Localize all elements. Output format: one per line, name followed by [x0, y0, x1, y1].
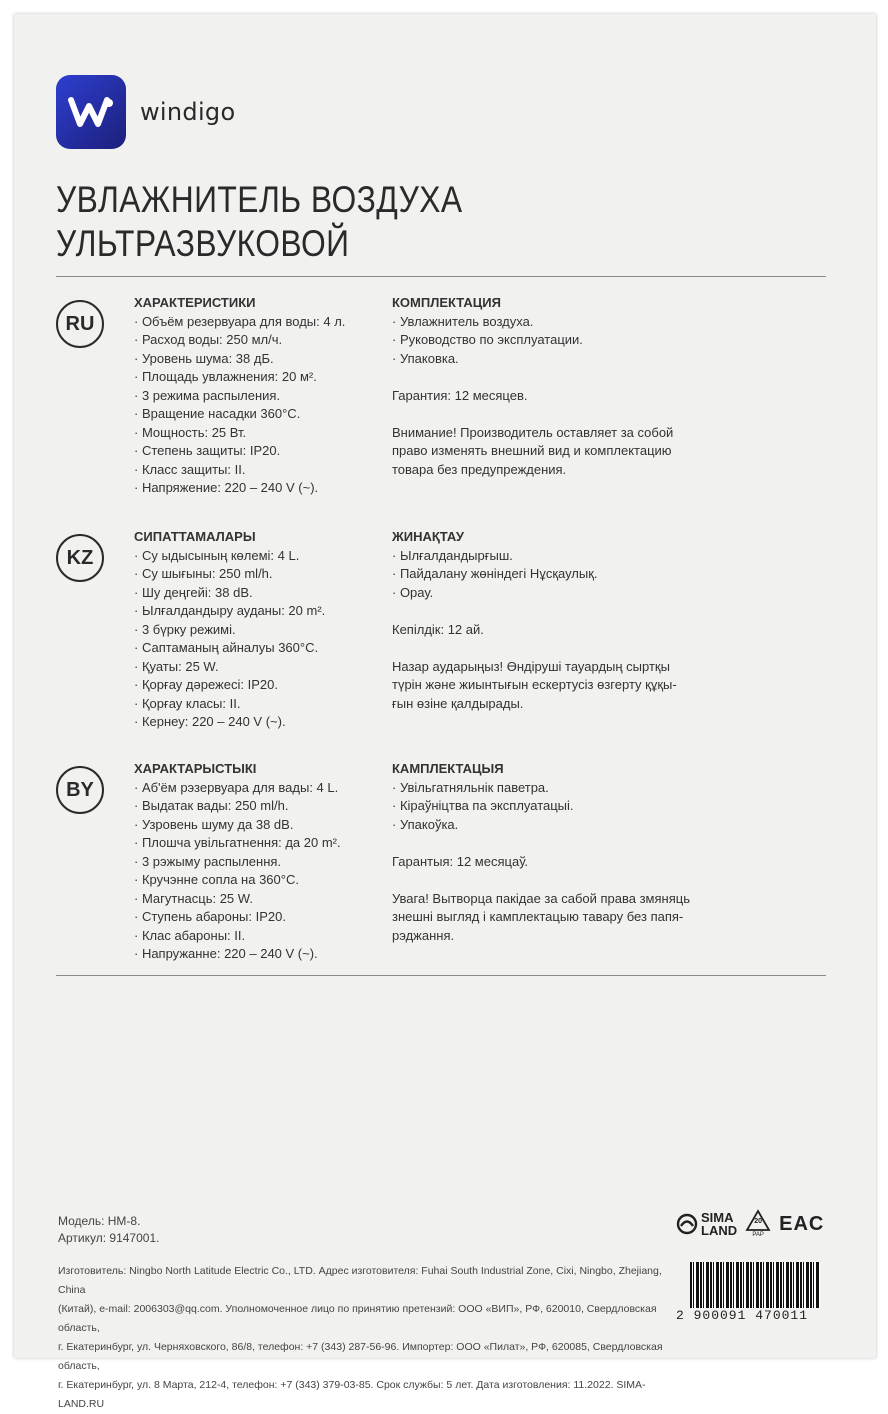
- spec-item: · Су ыдысының көлемі: 4 L.: [134, 547, 300, 563]
- spec-item: · Қорғау дәрежесі: IP20.: [134, 677, 278, 692]
- certification-marks: [676, 1209, 824, 1239]
- model-info: [58, 1213, 159, 1247]
- spec-item: · Площадь увлажнения: 20 м².: [134, 369, 317, 384]
- lang-badge-kz: KZ: [56, 534, 104, 582]
- kit-heading: ЖИНАҚТАУ: [392, 529, 464, 544]
- warranty-text: Кепілдік: 12 ай.: [392, 621, 484, 637]
- kit-heading: КАМПЛЕКТАЦЫЯ: [392, 761, 504, 776]
- notice-line: знешні выгляд і камплектацыю тавару без папя-: [392, 909, 684, 924]
- sima-land-icon: [676, 1213, 698, 1235]
- lang-badge-ru: RU: [56, 300, 104, 348]
- legal-info: [58, 1262, 673, 1414]
- spec-item: · Вращение насадки 360°С.: [134, 406, 301, 421]
- spec-item: · Ылғалдандыру ауданы: 20 m².: [134, 603, 326, 618]
- kit-item: · Увільгатняльнік паветра.: [392, 779, 549, 795]
- specs-heading: ХАРАКТАРЫСТЫКІ: [134, 761, 257, 776]
- title-line-1: УВЛАЖНИТЕЛЬ ВОЗДУХА: [56, 179, 463, 220]
- sima-land-logo: [676, 1211, 737, 1237]
- spec-item: · 3 бүрку режимі.: [134, 621, 236, 637]
- spec-item: · Плошча увільгатнення: да 20 m².: [134, 835, 341, 850]
- barcode-number: 2 900091 470011: [676, 1308, 826, 1323]
- spacer: [392, 602, 677, 621]
- legal-line: г. Екатеринбург, ул. Черняховского, 86/8, телефон: +7 (343) 287-56-96. Импортер: ООО «Пилат», РФ, 620085, Свердловская область,: [58, 1341, 663, 1372]
- spec-item: · Қорғау класы: II.: [134, 695, 241, 711]
- spec-item: · Степень защиты: IP20.: [134, 443, 281, 458]
- warranty-text: Гарантыя: 12 месяцаў.: [392, 853, 529, 869]
- recycle-number: 20: [754, 1218, 762, 1225]
- spacer: [392, 834, 690, 853]
- spec-item: · Объём резервуара для воды: 4 л.: [134, 313, 346, 329]
- kit-item: · Увлажнитель воздуха.: [392, 313, 534, 329]
- notice-line: рэджання.: [392, 927, 455, 943]
- recycle-code: PAP: [752, 1232, 764, 1238]
- spec-item: · Мощность: 25 Вт.: [134, 424, 247, 440]
- specs-column-kz: [134, 528, 325, 732]
- kit-item: · Упаковка.: [392, 350, 459, 366]
- spacer: [392, 639, 677, 658]
- specs-column-ru: [134, 294, 345, 498]
- kit-column-kz: [392, 528, 677, 713]
- brand: [56, 75, 235, 149]
- top-divider: [56, 276, 826, 277]
- kit-item: · Кіраўніцтва па эксплуатацыі.: [392, 798, 574, 813]
- land-text: LAND: [701, 1223, 738, 1238]
- spec-item: · 3 режима распыления.: [134, 387, 281, 403]
- notice-line: Увага! Вытворца пакідае за сабой права змяняць: [392, 890, 690, 906]
- spec-item: · Уровень шума: 38 дБ.: [134, 350, 274, 366]
- legal-line: Изготовитель: Ningbo North Latitude Electric Co., LTD. Адрес изготовителя: Fuhai South Industrial Zone, Cixi, Ningbo, Zhejiang, China: [58, 1265, 662, 1296]
- spacer: [392, 405, 673, 424]
- title-line-2: УЛЬТРАЗВУКОВОЙ: [56, 223, 350, 264]
- brand-name: windigo: [140, 98, 236, 126]
- spacer: [392, 368, 673, 387]
- notice-line: Внимание! Производитель оставляет за собой: [392, 424, 674, 440]
- spec-item: · Саптаманың айналуы 360°С.: [134, 640, 319, 655]
- notice-line: Назар аударыңыз! Өндіруші тауардың сыртқы: [392, 658, 670, 674]
- spec-item: · Шу деңгейі: 38 dB.: [134, 584, 253, 600]
- spec-item: · Аб'ём рэзервуара для вады: 4 L.: [134, 779, 339, 795]
- warranty-text: Гарантия: 12 месяцев.: [392, 387, 528, 403]
- notice-line: товара без предупреждения.: [392, 461, 567, 477]
- article-label: Артикул: 9147001.: [58, 1231, 160, 1245]
- specs-heading: ХАРАКТЕРИСТИКИ: [134, 295, 256, 310]
- spec-item: · Напряжение: 220 – 240 V (~).: [134, 480, 319, 495]
- spec-item: · Класс защиты: II.: [134, 461, 246, 477]
- notice-line: ғын өзіне қалдырады.: [392, 695, 524, 711]
- sima-text: SIMA: [701, 1210, 734, 1225]
- spec-item: · Выдатак вады: 250 ml/h.: [134, 798, 289, 813]
- spacer: [392, 871, 690, 890]
- spec-item: · Клас абароны: II.: [134, 927, 246, 943]
- spec-item: · Кручэнне сопла на 360°С.: [134, 872, 299, 887]
- spec-item: · Су шығыны: 250 ml/h.: [134, 566, 273, 581]
- spec-item: · Ступень абароны: IP20.: [134, 909, 286, 924]
- barcode: [690, 1262, 820, 1314]
- recycle-icon: [745, 1209, 771, 1239]
- spec-item: · Магутнасць: 25 W.: [134, 890, 253, 906]
- kit-item: · Ылғалдандырғыш.: [392, 547, 513, 563]
- kit-item: · Орау.: [392, 584, 434, 600]
- notice-line: право изменять внешний вид и комплектацию: [392, 443, 672, 458]
- lang-badge-by: BY: [56, 766, 104, 814]
- kit-item: · Упакоўка.: [392, 816, 459, 832]
- specs-heading: СИПАТТАМАЛАРЫ: [134, 529, 256, 544]
- kit-item: · Пайдалану жөніндегі Нұсқаулық.: [392, 566, 598, 581]
- spec-item: · 3 рэжыму распылення.: [134, 853, 282, 869]
- legal-line: (Китай), e-mail: 2006303@qq.com. Уполномоченное лицо по принятию претензий: ООО «ВИП», РФ, 620010, Свердловская область,: [58, 1303, 657, 1334]
- kit-column-by: [392, 760, 690, 945]
- spec-item: · Қуаты: 25 W.: [134, 658, 219, 674]
- kit-heading: КОМПЛЕКТАЦИЯ: [392, 295, 501, 310]
- spec-item: · Узровень шуму да 38 dB.: [134, 816, 294, 832]
- kit-item: · Руководство по эксплуатации.: [392, 332, 583, 347]
- windigo-logo-icon: [56, 75, 126, 149]
- eac-mark: EAC: [779, 1212, 825, 1235]
- spec-item: · Напружанне: 220 – 240 V (~).: [134, 946, 318, 961]
- legal-line: г. Екатеринбург, ул. 8 Марта, 212-4, телефон: +7 (343) 379-03-85. Срок службы: 5 лет. Дата изготовления: 11.2022. SIMA-LAND.RU: [58, 1379, 646, 1410]
- bottom-divider: [56, 975, 826, 976]
- spec-item: · Кернеу: 220 – 240 V (~).: [134, 714, 286, 729]
- model-label: Модель: HM-8.: [58, 1214, 141, 1228]
- kit-column-ru: [392, 294, 673, 479]
- spec-item: · Расход воды: 250 мл/ч.: [134, 332, 283, 347]
- specs-column-by: [134, 760, 341, 964]
- product-title: [56, 178, 463, 266]
- notice-line: түрін және жиынтығын ескертусіз өзгерту құқы-: [392, 677, 677, 692]
